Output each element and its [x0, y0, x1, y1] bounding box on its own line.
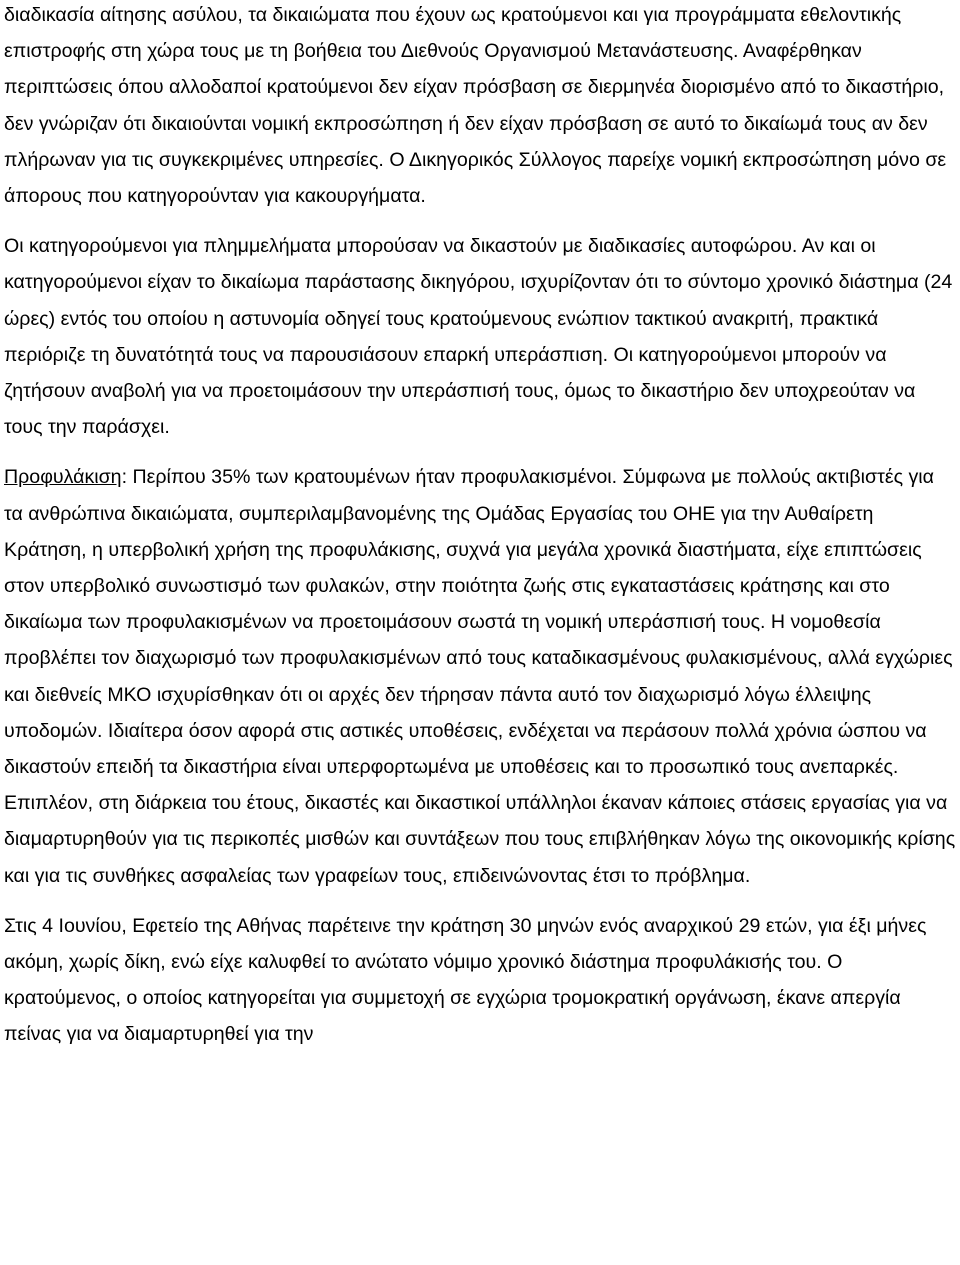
paragraph-june-4-case: Στις 4 Ιουνίου, Εφετείο της Αθήνας παρέτεινε την κράτηση 30 μηνών ενός αναρχικού 29 ετών, για έξι μήνες ακόμη, χωρίς δίκη, ενώ είχε καλυφθεί το ανώτατο νόμιμο χρονικό διάστημα προφυλάκισής του. Ο κρατούμενος, ο οποίος κατηγορείται για συμμετοχή σε εγχώρια τρομοκρατική οργάνωση, έκανε απεργία πείνας για να διαμαρτυρηθεί για την: [4, 914, 927, 1046]
section-label-colon: :: [121, 466, 128, 489]
paragraph-pretrial-detention: [4, 459, 956, 893]
document-page: [4, 0, 956, 1067]
paragraph-misdemeanor-trials: Οι κατηγορούμενοι για πλημμελήματα μπορούσαν να δικαστούν με διαδικασίες αυτοφώρου. Αν και οι κατηγορούμενοι είχαν το δικαίωμα παράστασης δικηγόρου, ισχυρίζονταν ότι το σύντομο χρονικό διάστημα (24 ώρες) εντός του οποίου η αστυνομία οδηγεί τους κρατούμενους ενώπιον τακτικού ανακριτή, πρακτικά περιόριζε τη δυνατότητά τους να παρουσιάσουν επαρκή υπεράσπιση. Οι κατηγορούμενοι μπορούν να ζητήσουν αναβολή για να προετοιμάσουν την υπεράσπισή τους, όμως το δικαστήριο δεν υποχρεούταν να τους την παράσχει.: [4, 235, 953, 439]
paragraph-pretrial-detention-body: Περίπου 35% των κρατουμένων ήταν προφυλακισμένοι. Σύμφωνα με πολλούς ακτιβιστές για τα ανθρώπινα δικαιώματα, συμπεριλαμβανομένης της Ομάδας Εργασίας του ΟΗΕ για την Αυθαίρετη Κράτηση, η υπερβολική χρήση της προφυλάκισης, συχνά για μεγάλα χρονικά διαστήματα, είχε επιπτώσεις στον υπερβολικό συνωστισμό των φυλακών, στην ποιότητα ζωής στις εγκαταστάσεις κράτησης και στο δικαίωμα των προφυλακισμένων να προετοιμάσουν σωστά τη νομική υπεράσπισή τους. Η νομοθεσία προβλέπει τον διαχωρισμό των προφυλακισμένων από τους καταδικασμένους φυλακισμένους, αλλά εγχώριες και διεθνείς ΜΚΟ ισχυρίσθηκαν ότι οι αρχές δεν τήρησαν πάντα αυτό τον διαχωρισμό λόγω έλλειψης υποδομών. Ιδιαίτερα όσον αφορά στις αστικές υποθέσεις, ενδέχεται να περάσουν πολλά χρόνια ώσπου να δικαστούν επειδή τα δικαστήρια είναι υπερφορτωμένα με υποθέσεις και το προσωπικό τους ανεπαρκές. Επιπλέον, στη διάρκεια του έτους, δικαστές και δικαστικοί υπάλληλοι έκαναν κάποιες στάσεις εργασίας για να διαμαρτυρηθούν για τις περικοπές μισθών και συντάξεων που τους επιβλήθηκαν λόγω της οικονομικής κρίσης και για τις συνθήκες ασφαλείας των γραφείων τους, επιδεινώνοντας έτσι το πρόβλημα.: [4, 466, 956, 887]
section-label-pretrial-detention: Προφυλάκιση: [4, 466, 122, 489]
paragraph-asylum-procedures: διαδικασία αίτησης ασύλου, τα δικαιώματα που έχουν ως κρατούμενοι και για προγράμματα εθελοντικής επιστροφής στη χώρα τους με τη βοήθεια του Διεθνούς Οργανισμού Μετανάστευσης. Αναφέρθηκαν περιπτώσεις όπου αλλοδαποί κρατούμενοι δεν είχαν πρόσβαση σε διερμηνέα διορισμένο από το δικαστήριο, δεν γνώριζαν ότι δικαιούνται νομική εκπροσώπηση ή δεν είχαν πρόσβαση σε αυτό το δικαίωμά τους αν δεν πλήρωναν για τις συγκεκριμένες υπηρεσίες. Ο Δικηγορικός Σύλλογος παρείχε νομική εκπροσώπηση μόνο σε άπορους που κατηγορούνταν για κακουργήματα.: [4, 4, 947, 208]
